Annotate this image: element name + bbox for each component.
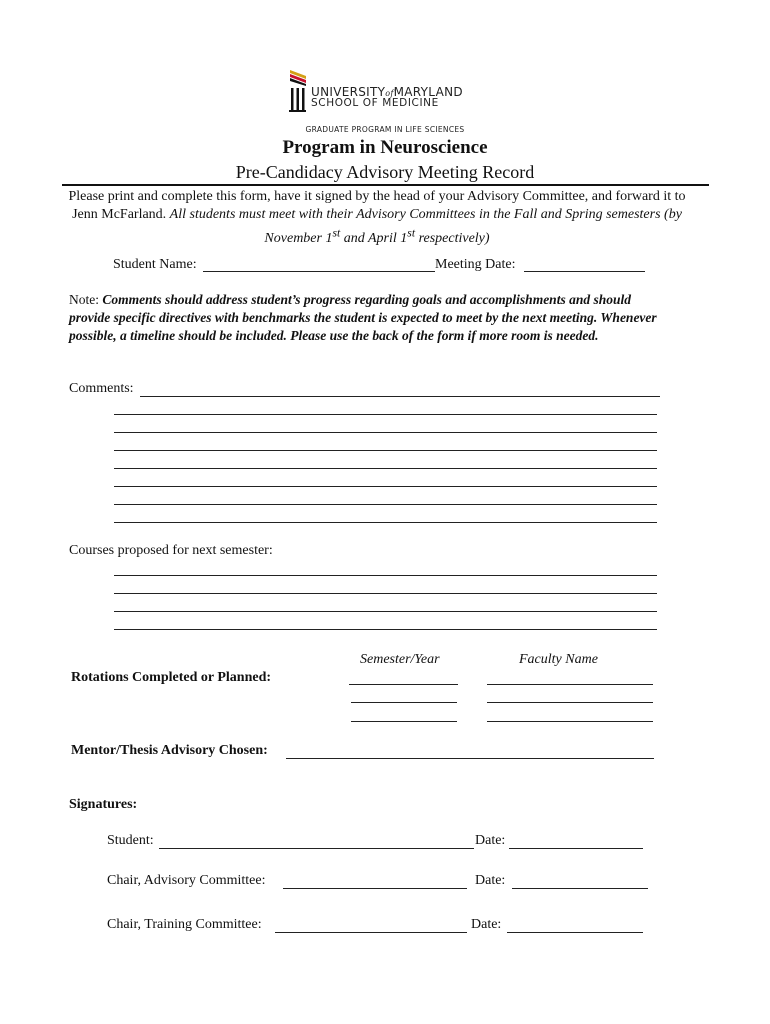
comments-line[interactable]	[114, 450, 657, 451]
comments-line[interactable]	[114, 468, 657, 469]
rotation-faculty-field[interactable]	[487, 721, 653, 722]
meeting-date-field[interactable]	[524, 271, 645, 272]
courses-line[interactable]	[114, 593, 657, 594]
student-name-label: Student Name:	[113, 257, 197, 272]
rotation-semester-field[interactable]	[351, 721, 457, 722]
instructions: Please print and complete this form, have it signed by the head of your Advisory Committee, and forward it to Jenn McFarland. All students must meet with their Advisory Committees in the Fall and Spring semesters (by November 1st and April 1st respectively)	[68, 189, 686, 246]
courses-line[interactable]	[114, 611, 657, 612]
chair-training-label: Chair, Training Committee:	[107, 917, 262, 932]
comments-line[interactable]	[114, 414, 657, 415]
chair-advisory-date-label: Date:	[475, 873, 506, 888]
rotation-semester-field[interactable]	[349, 684, 458, 685]
student-date-label: Date:	[475, 833, 506, 848]
courses-line[interactable]	[114, 575, 657, 576]
courses-line[interactable]	[114, 629, 657, 630]
semester-year-header: Semester/Year	[360, 652, 440, 667]
logo-mark-icon	[287, 68, 309, 116]
rotation-faculty-field[interactable]	[487, 684, 653, 685]
rotation-semester-field[interactable]	[351, 702, 457, 703]
chair-training-date-field[interactable]	[507, 932, 643, 933]
mentor-field[interactable]	[286, 758, 654, 759]
signatures-heading: Signatures:	[69, 797, 138, 812]
chair-advisory-date-field[interactable]	[512, 888, 648, 889]
rotations-label: Rotations Completed or Planned:	[71, 670, 272, 685]
header-rule	[62, 184, 709, 186]
logo-school-text: SCHOOL OF MEDICINE	[311, 97, 439, 109]
comments-line[interactable]	[114, 504, 657, 505]
rotation-faculty-field[interactable]	[487, 702, 653, 703]
meeting-date-label: Meeting Date:	[435, 257, 516, 272]
program-line: GRADUATE PROGRAM IN LIFE SCIENCES	[305, 125, 465, 134]
student-signature-field[interactable]	[159, 848, 474, 849]
comments-line[interactable]	[114, 486, 657, 487]
logo-university-text: UNIVERSITYofMARYLAND	[311, 85, 463, 99]
chair-advisory-signature-field[interactable]	[283, 888, 467, 889]
page-title: Program in Neuroscience	[282, 137, 488, 158]
comments-line[interactable]	[140, 396, 660, 397]
note: Note: Comments should address student’s progress regarding goals and accomplishments and should provide specific directives with benchmarks the student is expected to meet by the next meeting. Whenever possible, a timeline should be included. Please use the back of the form if more room is needed.	[69, 292, 657, 343]
student-signature-label: Student:	[107, 833, 154, 848]
chair-training-signature-field[interactable]	[275, 932, 467, 933]
comments-line[interactable]	[114, 522, 657, 523]
chair-training-date-label: Date:	[471, 917, 502, 932]
comments-line[interactable]	[114, 432, 657, 433]
mentor-label: Mentor/Thesis Advisory Chosen:	[71, 743, 268, 758]
faculty-name-header: Faculty Name	[519, 652, 598, 667]
page-subtitle: Pre-Candidacy Advisory Meeting Record	[235, 162, 535, 182]
university-logo	[287, 68, 477, 116]
student-name-field[interactable]	[203, 271, 435, 272]
comments-label: Comments:	[69, 381, 134, 396]
chair-advisory-label: Chair, Advisory Committee:	[107, 873, 266, 888]
student-date-field[interactable]	[509, 848, 643, 849]
courses-label: Courses proposed for next semester:	[69, 543, 273, 558]
